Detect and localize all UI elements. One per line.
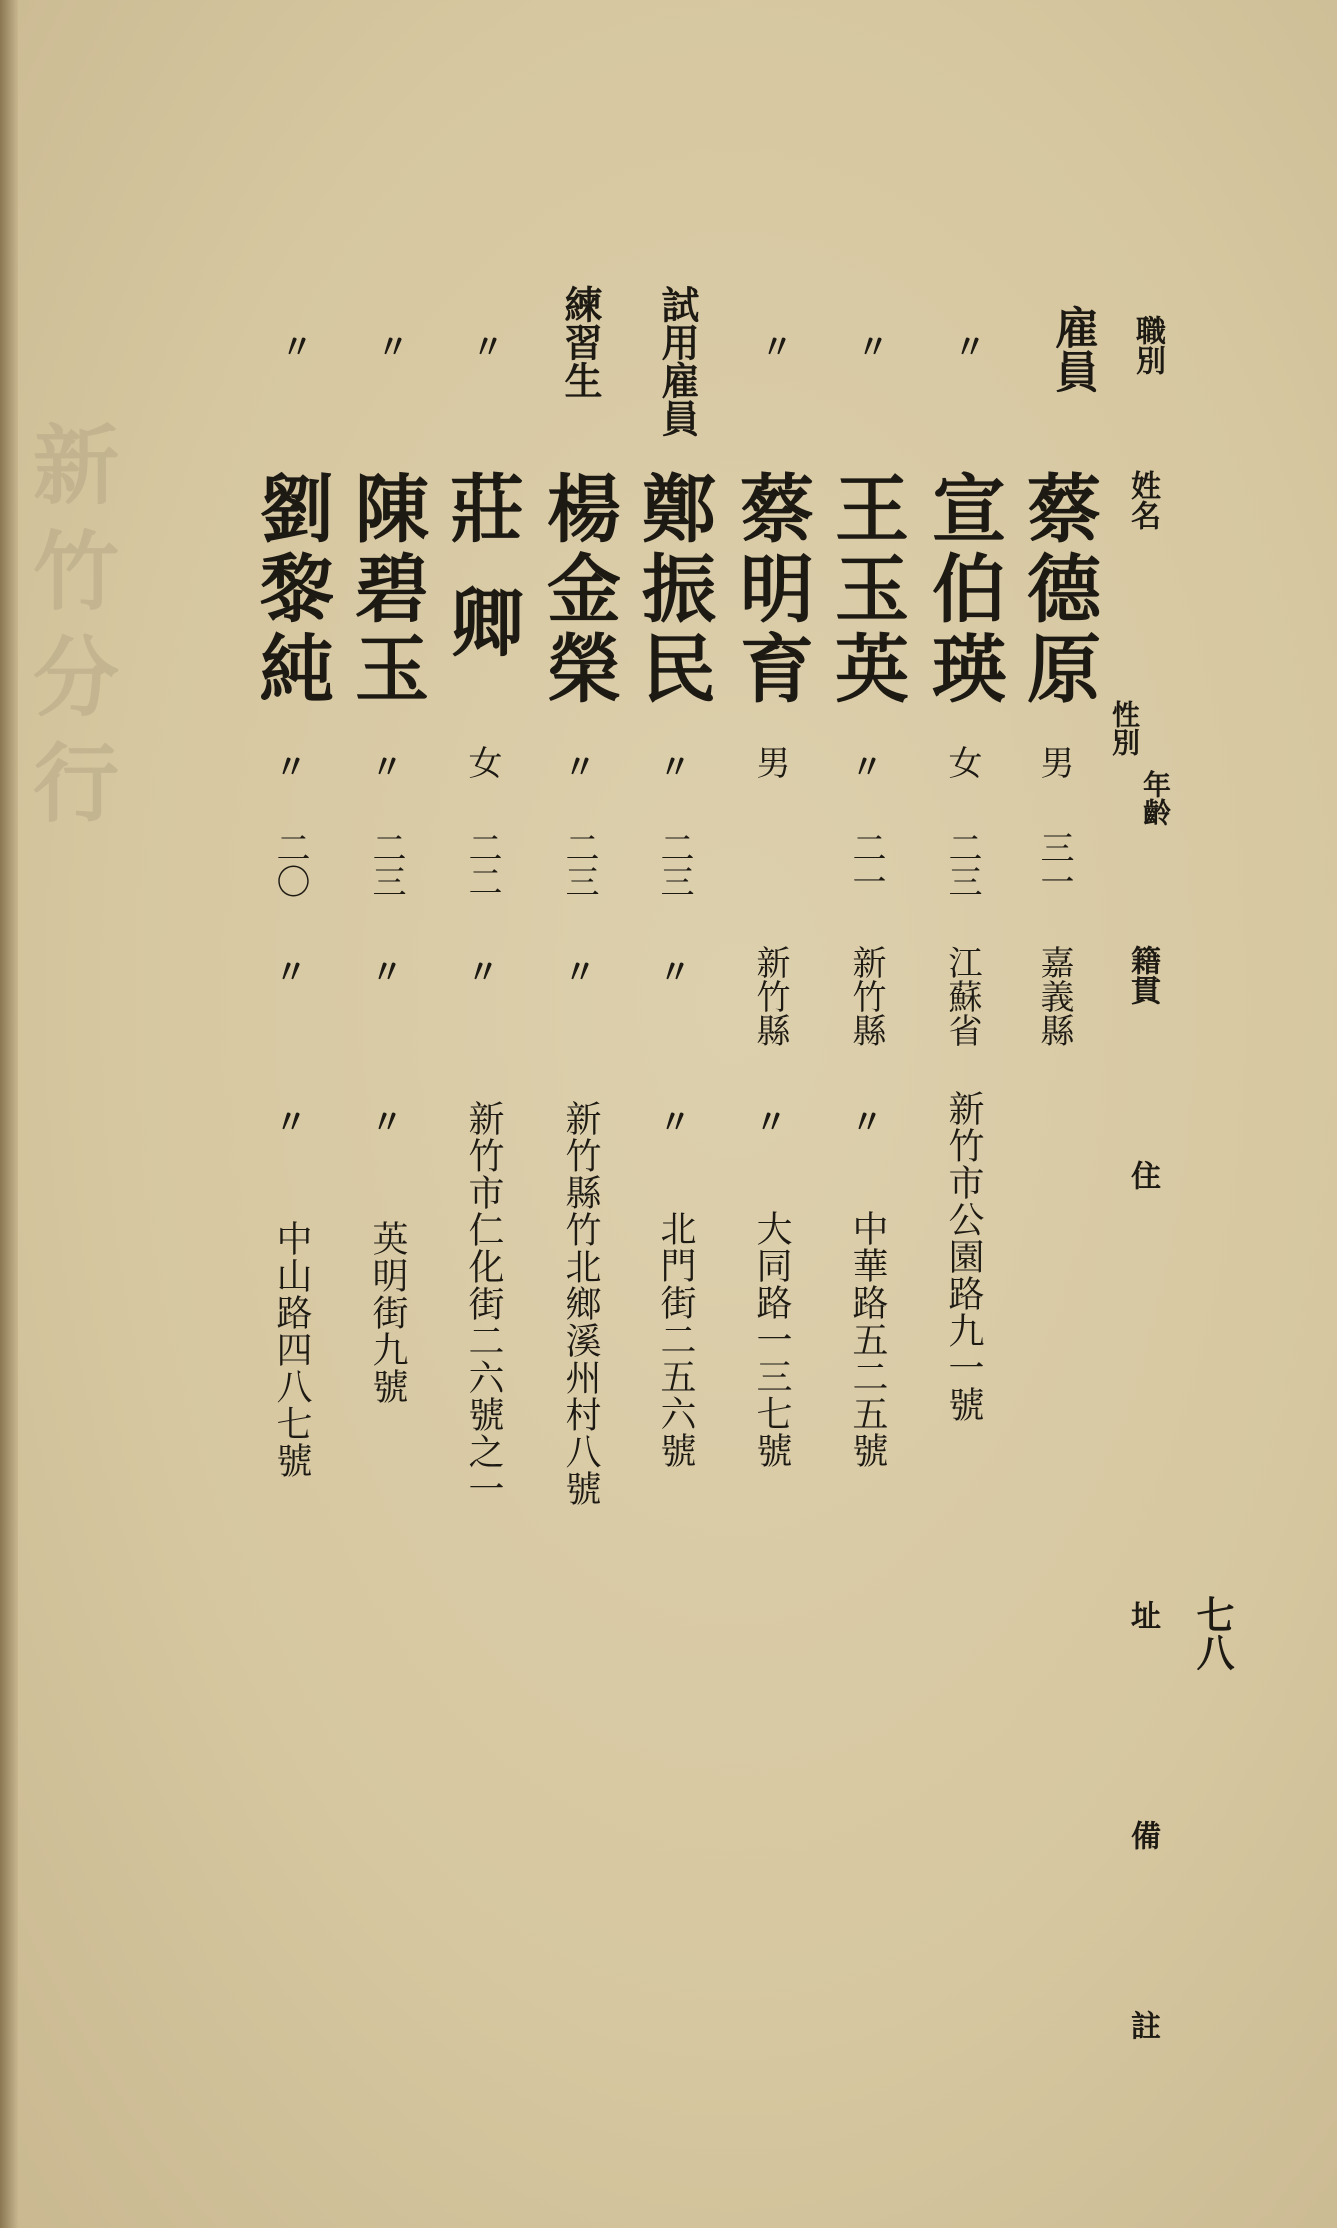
row-address: 大同路一三七號 (751, 1210, 792, 1469)
row-age: 二二 (462, 830, 502, 898)
row-sex: 女 (942, 745, 982, 779)
row-title: 練習生 (558, 285, 603, 399)
bleed-through-text: 新竹分行 (18, 420, 119, 844)
row-name: 王玉英 (823, 470, 909, 710)
row-address-ditto: 〃 (846, 1105, 884, 1137)
book-spine (0, 0, 18, 2228)
header-name: 姓名 (1125, 470, 1160, 530)
row-native: 嘉義縣 (1034, 945, 1074, 1047)
row-native: 〃 (462, 955, 500, 987)
row-age: 三一 (1034, 830, 1074, 898)
row-title: 〃 (372, 330, 410, 362)
row-title: 〃 (276, 330, 314, 362)
row-sex: 〃 (270, 750, 308, 782)
row-native: 江蘇省 (942, 945, 982, 1047)
header-remark-b: 註 (1125, 2010, 1160, 2040)
row-sex: 〃 (846, 750, 884, 782)
row-address-ditto: 〃 (654, 1105, 692, 1137)
row-address-ditto: 〃 (366, 1105, 404, 1137)
header-address-b: 址 (1125, 1600, 1160, 1630)
row-age: 二三 (559, 830, 599, 898)
row-native: 〃 (366, 955, 404, 987)
row-title: 雇員 (1047, 305, 1098, 393)
row-native: 新竹縣 (846, 945, 886, 1047)
row-name: 莊卿 (438, 470, 524, 698)
row-address: 新竹市公園路九一號 (943, 1090, 984, 1423)
row-address: 新竹縣竹北鄉溪州村八號 (560, 1100, 601, 1507)
row-native: 新竹縣 (750, 945, 790, 1047)
row-age: 二一 (846, 830, 886, 898)
row-age: 二三 (942, 830, 982, 898)
row-address: 新竹市仁化街二六號之一 (463, 1100, 504, 1507)
header-sex: 性別 (1108, 700, 1141, 756)
row-sex: 〃 (654, 750, 692, 782)
row-title: 〃 (467, 330, 505, 362)
row-name: 陳碧玉 (343, 470, 429, 710)
row-address-ditto: 〃 (270, 1105, 308, 1137)
row-name: 蔡德原 (1015, 470, 1101, 710)
row-title: 試用雇員 (655, 285, 700, 437)
row-age: 二〇 (270, 830, 310, 898)
header-address-a: 住 (1125, 1160, 1160, 1190)
row-native: 〃 (559, 955, 597, 987)
row-age: 二三 (366, 830, 406, 898)
row-name: 楊金榮 (535, 470, 621, 710)
row-title: 〃 (949, 330, 987, 362)
row-sex: 〃 (559, 750, 597, 782)
row-title: 〃 (852, 330, 890, 362)
row-age: 二三 (654, 830, 694, 898)
row-sex: 〃 (366, 750, 404, 782)
row-sex: 男 (1034, 745, 1074, 779)
header-remark-a: 備 (1125, 1820, 1160, 1850)
row-name: 劉黎純 (248, 470, 334, 710)
header-age: 年齡 (1139, 770, 1172, 826)
header-title: 職別 (1130, 315, 1165, 375)
row-address: 中山路四八七號 (271, 1220, 312, 1479)
row-title: 〃 (756, 330, 794, 362)
row-sex: 女 (462, 745, 502, 779)
row-address: 北門街二五六號 (655, 1210, 696, 1469)
row-address: 英明街九號 (367, 1220, 408, 1405)
header-native: 籍貫 (1125, 945, 1160, 1005)
row-name: 宣伯瑛 (920, 470, 1006, 710)
row-name: 鄭振民 (630, 470, 716, 710)
row-sex: 男 (750, 745, 790, 779)
row-name: 蔡明育 (728, 470, 814, 710)
row-native: 〃 (270, 955, 308, 987)
row-address-ditto: 〃 (750, 1105, 788, 1137)
row-address: 中華路五二五號 (847, 1210, 888, 1469)
row-native: 〃 (654, 955, 692, 987)
page-number: 七八 (1190, 1595, 1235, 1671)
